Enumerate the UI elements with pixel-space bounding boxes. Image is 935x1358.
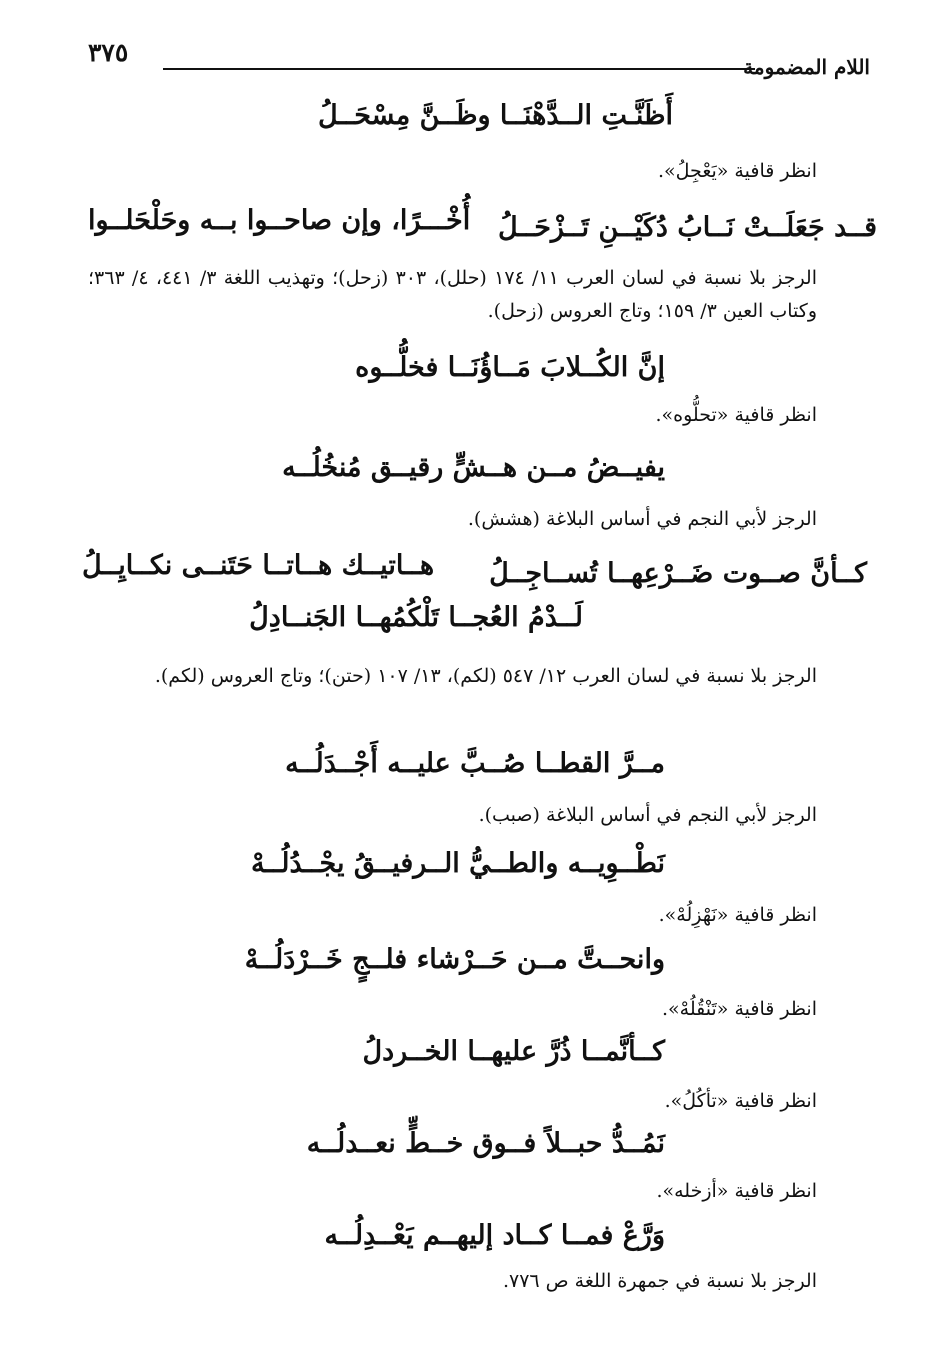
page-number: ٣٧٥ — [88, 38, 129, 67]
verse-hemistich-left: هــاتيــك هــاتــا حَتَنــى نكــايِــلُ — [82, 550, 435, 581]
reference-note: انظر قافية «يَعْجِلُ». — [658, 160, 817, 182]
reference-note: انظر قافية «تحلُّوه». — [655, 404, 817, 426]
reference-note: الرجز لأبي النجم في أساس البلاغة (صبب). — [478, 804, 817, 826]
verse-line: كــأنَّمــا ذُرَّ عليهــا الخــردلُ — [362, 1036, 665, 1067]
reference-note: الرجز بلا نسبة في لسان العرب ١١/ ١٧٤ (حلل)، ٣٠٣ (زحل)؛ وتهذيب اللغة ٣/ ٤٤١، ٤/ ٣٦٣؛ وكتاب العين ٣/ ١٥٩؛ وتاج العروس (زحل). — [88, 267, 817, 322]
page-header — [88, 30, 870, 80]
reference-note: انظر قافية «تأكُلُ». — [664, 1090, 817, 1112]
verse-hemistich-right: قــد جَعَلَــتْ نَــابُ دُكَيْــنِ تَــزْحَــلُ — [497, 212, 877, 243]
reference-note: انظر قافية «نَهْزِلُهْ». — [658, 904, 817, 926]
reference-note: الرجز بلا نسبة في لسان العرب ١٢/ ٥٤٧ (لكم)، ١٣/ ١٠٧ (حتن)؛ وتاج العروس (لكم). — [154, 665, 817, 687]
verse-line: نَمُــدُّ حبــلاً فــوق خــطٍّ نعــدلُــه — [306, 1128, 665, 1159]
header-divider — [163, 68, 755, 70]
verse-line: وانحــتَّ مــن حَــرْشاء فلــجٍ خَــرْدَلُــهْ — [244, 944, 665, 975]
verse-line: يفيــضُ مــن هــشٍّ رقيــق مُنخُلُــه — [282, 452, 665, 483]
reference-note: انظر قافية «أزخله». — [656, 1180, 817, 1202]
reference-note: الرجز لأبي النجم في أساس البلاغة (هشش). — [467, 508, 817, 530]
chapter-title: اللام المضمومة — [743, 55, 870, 79]
verse-line: وَرَّعْ فمــا كــاد إليهــم يَعْــدِلُــه — [324, 1220, 665, 1251]
reference-note: الرجز بلا نسبة في جمهرة اللغة ص ٧٧٦. — [502, 1270, 817, 1292]
verse-line: أَظَنَّـتِ الــدَّهْنَــا وظَــنَّ مِسْحَــلُ — [317, 100, 673, 131]
verse-hemistich-left: أُخْـــرًا، وإن صاحــوا بــه وحَلْحَلــوا — [88, 205, 471, 236]
verse-line: مــرَّ القطــا صُــبَّ عليــه أَجْــدَلُــه — [285, 748, 665, 779]
verse-hemistich-right: كــأنَّ صــوت ضَــرْعِهــا تُســاجِــلُ — [489, 558, 867, 589]
verse-hemistich-center: لَــدْمُ العُجــا تَلْكُمُهــا الجَنــادِلُ — [249, 602, 583, 633]
verse-line: نَطْــوِيــه والطــيُّ الــرفيــقُ يجْــدُلُــهْ — [251, 848, 665, 879]
reference-note: انظر قافية «تَنْقُلُهْ». — [662, 998, 817, 1020]
verse-line: إنَّ الكُــلابَ مَــاؤُنَــا فخلُّــوه — [355, 352, 665, 383]
